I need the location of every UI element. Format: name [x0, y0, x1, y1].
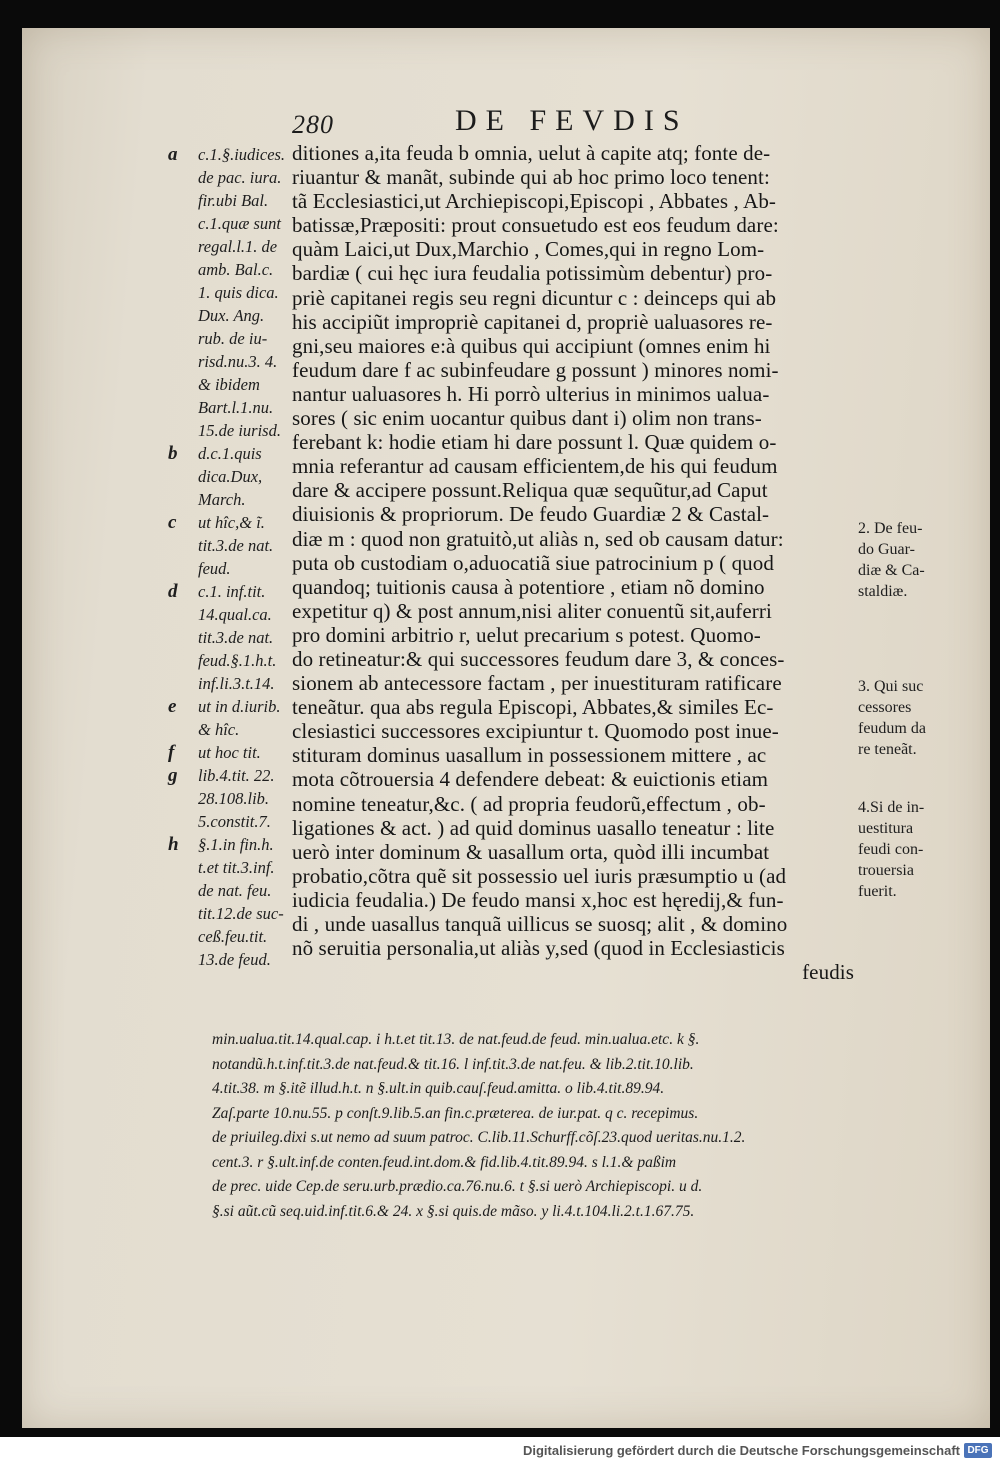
main-text-line: clesiastici successores excipiuntur t. Quomodo post inue- [292, 719, 779, 744]
gloss-letter: h [168, 834, 179, 855]
footnote-line: notandũ.h.t.inf.tit.3.de nat.feud.& tit.16. l inf.tit.3.de nat.feu. & lib.2.tit.10.lib. [212, 1055, 694, 1073]
main-text-line: riuantur & manãt, subinde qui ab hoc primo loco tenent: [292, 165, 770, 190]
gloss-line [168, 235, 308, 258]
gloss-letter: d [168, 581, 178, 602]
gloss-text: ut hîc,& ĩ. [198, 513, 265, 532]
footnote-line: min.ualua.tit.14.qual.cap. i h.t.et tit.13. de nat.feud.de feud. min.ualua.etc. k §. [212, 1031, 700, 1048]
footnote-line: de prec. uide Cep.de seru.urb.prædio.ca.76.nu.6. t §.si uerò Archiepiscopi. u d. [212, 1178, 703, 1195]
page-number: 280 [292, 110, 334, 139]
gloss-letter: e [168, 696, 177, 717]
footnote-line: de priuileg.dixi s.ut nemo ad suum patroc. C.lib.11.Schurff.cõſ.23.quod ueritas.nu.1.2. [212, 1129, 746, 1146]
gloss-text: 5.constit.7. [198, 812, 271, 831]
gloss-letter: g [168, 765, 178, 786]
gloss-line [168, 626, 308, 649]
gloss-line [168, 718, 308, 741]
side-note-line: re teneãt. [858, 741, 917, 758]
gloss-line [168, 787, 308, 810]
gloss-text: 14.qual.ca. [198, 605, 272, 624]
side-note-line: feudum da [858, 720, 926, 737]
side-note-line: cessores [858, 699, 912, 716]
main-text-line: gni,seu maiores e:à quibus qui accipiunt (omnes enim hi [292, 333, 771, 358]
main-text-line: feudum dare f ac subinfeudare g possunt ) minores nomi- [292, 357, 779, 382]
gloss-text: lib.4.tit. 22. [198, 766, 275, 785]
footnote-line: 4.tit.38. m §.itẽ illud.h.t. n §.ult.in quib.cauſ.feud.amitta. o lib.4.tit.89.94. [212, 1080, 665, 1097]
gloss-text: Dux. Ang. [198, 306, 265, 325]
main-text-line: bardiæ ( cui hęc iura feudalia potissimùm debentur) pro- [292, 261, 773, 286]
side-note-inuestitura [858, 797, 968, 902]
gloss-text: §.1.in fin.h. [198, 835, 274, 854]
gloss-letter: f [168, 742, 175, 763]
gloss-line [168, 373, 308, 396]
gloss-text: & ibidem [198, 375, 260, 394]
side-note-line: fuerit. [858, 883, 897, 900]
main-text-line: sionem ab antecessore factam , per inuestituram ratificare [292, 671, 782, 696]
gloss-text: t.et tit.3.inf. [198, 858, 275, 877]
gloss-line [168, 902, 308, 925]
gloss-line [168, 833, 308, 856]
side-note-successores [858, 676, 968, 760]
gloss-line [168, 212, 308, 235]
side-note-line: uestitura [858, 820, 914, 837]
main-text-line: priè capitanei regis seu regni dicuntur c : deinceps qui ab [292, 285, 777, 310]
gloss-line [168, 856, 308, 879]
main-text-line: nantur ualuasores h. Hi porrò ulterius in minimos ualua- [292, 381, 770, 406]
gloss-line [168, 465, 308, 488]
gloss-line [168, 741, 308, 764]
gloss-text: ut hoc tit. [198, 743, 261, 762]
gloss-line [168, 166, 308, 189]
gloss-text: de nat. feu. [198, 881, 272, 900]
gloss-text: fir.ubi Bal. [198, 191, 269, 210]
gloss-line [168, 925, 308, 948]
side-note-line: do Guar- [858, 541, 915, 558]
main-text-line: uerò inter dominum & uasallum orta, quòd illi incumbat [292, 839, 770, 864]
gloss-text: inf.li.3.t.14. [198, 674, 275, 693]
gloss-line [168, 488, 308, 511]
main-text-line: pro domini arbitrio r, uelut precarium s potest. Quomo- [292, 622, 761, 647]
gloss-text: feud. [198, 559, 231, 578]
main-text-line: dare & accipere possunt.Reliqua quæ sequũtur,ad Caput [292, 478, 768, 503]
main-text-line: sores ( sic enim uocantur quibus dant i) olim non trans- [292, 406, 762, 431]
gloss-line [168, 695, 308, 718]
gloss-text: c.1.§.iudices. [198, 145, 286, 164]
main-text-line: di , unde uasallus tanquã uillicus se suosq; alit , & domino [292, 912, 788, 936]
funding-credit: Digitalisierung gefördert durch die Deutsche Forschungsgemeinschaft [522, 1443, 960, 1458]
gloss-line [168, 396, 308, 419]
side-note-line: feudi con- [858, 841, 924, 858]
gloss-text: dica.Dux, [198, 467, 263, 486]
main-text-line: quàm Laici,ut Dux,Marchio , Comes,qui in regno Lom- [292, 237, 765, 262]
gloss-line [168, 810, 308, 833]
gloss-text: feud.§.1.h.t. [198, 651, 277, 670]
gloss-line [168, 672, 308, 695]
main-text-line: iudicia feudalia.) De feudo mansi x,hoc est hęredij,& fun- [292, 887, 784, 912]
running-head: DE FEVDIS [455, 104, 689, 137]
gloss-line [168, 327, 308, 350]
main-text-line: do retineatur:& qui successores feudum dare 3, & conces- [292, 646, 785, 671]
main-text-column [292, 141, 854, 984]
gloss-text: c.1.quæ sunt [198, 214, 281, 233]
main-text-line: expetitur q) & post annum,nisi aliter conuentũ sit,auferri [292, 598, 772, 623]
gloss-line [168, 948, 308, 971]
side-note-line: diæ & Ca- [858, 562, 925, 579]
gloss-line [168, 649, 308, 672]
gloss-line [168, 419, 308, 442]
footnote-line: Zaſ.parte 10.nu.55. p conſt.9.lib.5.an fin.c.præterea. de iur.pat. q c. recepimus. [212, 1104, 699, 1122]
side-note-line: 2. De feu- [858, 520, 923, 537]
gloss-line [168, 350, 308, 373]
gloss-text: March. [198, 490, 246, 509]
gloss-line [168, 281, 308, 304]
gloss-text: tit.3.de nat. [198, 628, 274, 647]
gloss-text: 28.108.lib. [198, 789, 270, 808]
gloss-text: amb. Bal.c. [198, 260, 274, 279]
gloss-line [168, 189, 308, 212]
main-text-line: stituram dominus uasallum in possessionem mittere , ac [292, 743, 767, 768]
gloss-letter: c [168, 512, 177, 533]
gloss-text: risd.nu.3. 4. [198, 352, 278, 371]
gloss-text: 13.de feud. [198, 950, 271, 969]
main-text-line: probatio,cõtra quẽ sit possessio uel iuris præsumptio u (ad [292, 863, 787, 888]
gloss-text: tit.12.de suc- [198, 904, 284, 923]
main-text-line: quandoq; tuitionis causa à potentiore , etiam nõ domino [292, 574, 765, 599]
gloss-line [168, 258, 308, 281]
main-text-line: nõ seruitia personalia,ut aliàs y,sed (quod in Ecclesiasticis [292, 936, 785, 961]
main-text-line: tã Ecclesiastici,ut Archiepiscopi,Episcopi , Abbates , Ab- [292, 189, 777, 214]
main-text-line: ferebant k: hodie etiam hi dare possunt l. Quæ quidem o- [292, 430, 777, 455]
gloss-text: c.1. inf.tit. [198, 582, 266, 601]
main-text-line: mota cõtrouersia 4 defendere debeat: & euictionis etiam [292, 767, 769, 792]
footnote-line: §.si aũt.cũ seq.uid.inf.tit.6.& 24. x §.si quis.de mãso. y li.4.t.104.li.2.t.1.67.75. [212, 1202, 695, 1220]
gloss-letter: b [168, 443, 178, 464]
main-text-line: ligationes & act. ) ad quid dominus uasallo teneatur : lite [292, 815, 775, 840]
gloss-text: Bart.l.1.nu. [198, 398, 274, 417]
gloss-text: de pac. iura. [198, 168, 282, 187]
catchword: feudis [802, 960, 854, 985]
gloss-line [168, 304, 308, 327]
gloss-text: 1. quis dica. [198, 283, 279, 302]
gloss-line [168, 557, 308, 580]
side-note-line: trouersia [858, 862, 914, 879]
gloss-text: 15.de iurisd. [198, 421, 281, 440]
gloss-line [168, 143, 308, 166]
side-note-line: 3. Qui suc [858, 678, 924, 695]
main-text-line: batissæ,Præpositi: prout consuetudo est eos feudum dare: [292, 213, 779, 238]
main-text-line: mnia referantur ad causam efficientem,de his qui feudum [292, 454, 778, 479]
page-header [0, 104, 1000, 144]
gloss-text: regal.l.1. de [198, 237, 278, 256]
gloss-text: d.c.1.quis [198, 444, 262, 463]
left-marginal-glosses [168, 143, 308, 971]
gloss-line [168, 603, 308, 626]
gloss-text: tit.3.de nat. [198, 536, 274, 555]
gloss-line [168, 879, 308, 902]
gloss-text: & hîc. [198, 720, 240, 739]
gloss-line [168, 534, 308, 557]
side-note-guardia [858, 518, 968, 602]
footnote-line: cent.3. r §.ult.inf.de conten.feud.int.dom.& fid.lib.4.tit.89.94. s l.1.& paßim [212, 1153, 677, 1171]
main-text-line: puta ob custodiam o,aduocatiã siue patrocinium p ( quod [292, 550, 774, 575]
main-text-line: nomine teneatur,&c. ( ad propria feudorũ,effectum , ob- [292, 791, 766, 816]
digitization-footer [0, 1437, 1000, 1465]
dfg-logo: DFG [964, 1443, 992, 1458]
gloss-line [168, 511, 308, 534]
gloss-line [168, 764, 308, 787]
gloss-text: rub. de iu- [198, 329, 268, 348]
footnotes [212, 1028, 892, 1224]
gloss-line [168, 580, 308, 603]
side-note-line: 4.Si de in- [858, 799, 925, 816]
gloss-text: ut in d.iurib. [198, 697, 281, 716]
main-text-line: diæ m : quod non gratuitò,ut aliàs n, sed ob causam datur: [292, 526, 784, 551]
main-text-line: diuisionis & propriorum. De feudo Guardiæ 2 & Castal- [292, 502, 770, 527]
gloss-line [168, 442, 308, 465]
main-text-line: his accipiũt impropriè capitanei d, propriè ualuasores re- [292, 309, 773, 334]
gloss-letter: a [168, 144, 178, 165]
side-note-line: staldiæ. [858, 583, 908, 600]
gloss-text: ceß.feu.tit. [198, 927, 268, 946]
main-text-line: teneãtur. qua abs regula Episcopi, Abbates,& similes Ec- [292, 695, 774, 720]
main-text-line: ditiones a,ita feuda b omnia, uelut à capite atq; fonte de- [292, 141, 771, 165]
